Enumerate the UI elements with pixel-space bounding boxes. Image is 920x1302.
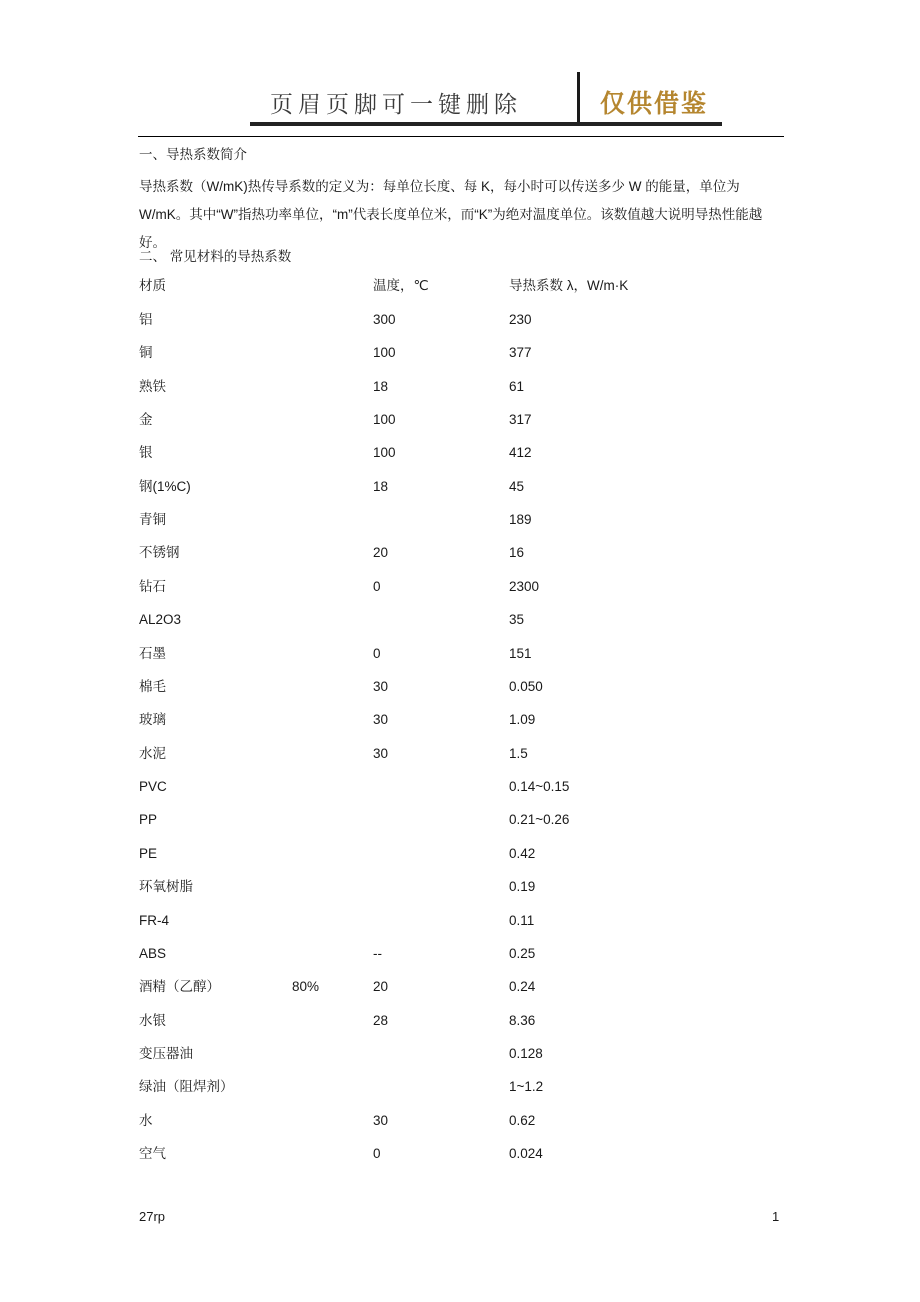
material-cell: PVC <box>139 779 167 794</box>
conductivity-cell: 1~1.2 <box>509 1079 544 1094</box>
conductivity-cell: 16 <box>509 545 525 560</box>
temperature-cell: 30 <box>373 1113 389 1128</box>
table-row <box>0 1111 920 1131</box>
temperature-cell: 100 <box>373 445 396 460</box>
material-cell: 钻石 <box>139 579 166 594</box>
material-cell: 绿油（阻焊剂） <box>139 1079 234 1094</box>
table-row <box>0 844 920 864</box>
temperature-cell: 20 <box>373 979 389 994</box>
header-underline <box>250 122 722 126</box>
conductivity-cell: 377 <box>509 345 532 360</box>
table-row <box>0 410 920 430</box>
table-row <box>0 977 920 997</box>
conductivity-cell: 0.14~0.15 <box>509 779 570 794</box>
temperature-cell: 30 <box>373 679 389 694</box>
conductivity-cell: 0.21~0.26 <box>509 812 570 827</box>
temperature-cell: 0 <box>373 646 381 661</box>
material-cell: 钢(1%C) <box>139 479 191 494</box>
table-row <box>0 644 920 664</box>
table-row <box>0 810 920 830</box>
conductivity-cell: 0.024 <box>509 1146 543 1161</box>
section1-paragraph: 导热系数（W/mK)热传导系数的定义为：每单位长度、每 K，每小时可以传送多少 W 的能量，单位为 W/mK。其中“W”指热功率单位，“m”代表长度单位米，而“K”为绝对温度单位。该数值越大说明导热性能越好。 <box>139 179 763 250</box>
table-row <box>0 744 920 764</box>
conductivity-cell: 1.5 <box>509 746 528 761</box>
material-cell: 青铜 <box>139 512 166 527</box>
conductivity-cell: 0.25 <box>509 946 536 961</box>
material-cell: 水 <box>139 1113 153 1128</box>
temperature-cell: 20 <box>373 545 389 560</box>
temperature-cell: 30 <box>373 712 389 727</box>
table-row <box>0 343 920 363</box>
table-row <box>0 710 920 730</box>
temperature-cell: 28 <box>373 1013 389 1028</box>
table-row <box>0 1077 920 1097</box>
material-cell: 熟铁 <box>139 379 166 394</box>
column-header-conductivity: 导热系数 λ，W/m·K <box>509 278 629 293</box>
table-row <box>0 477 920 497</box>
material-cell: 金 <box>139 412 153 427</box>
conductivity-cell: 2300 <box>509 579 540 594</box>
material-cell: 银 <box>139 445 153 460</box>
conductivity-cell: 1.09 <box>509 712 536 727</box>
conductivity-cell: 0.24 <box>509 979 536 994</box>
conductivity-cell: 8.36 <box>509 1013 536 1028</box>
conductivity-cell: 151 <box>509 646 532 661</box>
extra-cell: 80% <box>292 979 320 994</box>
header-divider <box>577 72 580 124</box>
table-row <box>0 610 920 630</box>
conductivity-cell: 0.62 <box>509 1113 536 1128</box>
temperature-cell: 30 <box>373 746 389 761</box>
temperature-cell: -- <box>373 946 382 961</box>
table-row <box>0 677 920 697</box>
table-row <box>0 911 920 931</box>
table-row <box>0 877 920 897</box>
table-row <box>0 944 920 964</box>
header-rule <box>138 136 784 137</box>
temperature-cell: 18 <box>373 379 389 394</box>
conductivity-cell: 412 <box>509 445 532 460</box>
material-cell: 酒精（乙醇） <box>139 979 220 994</box>
table-row <box>0 443 920 463</box>
table-row <box>0 1044 920 1064</box>
table-row <box>0 1144 920 1164</box>
conductivity-cell: 0.11 <box>509 913 535 928</box>
table-row <box>0 1011 920 1031</box>
conductivity-cell: 189 <box>509 512 532 527</box>
header-right-text: 仅供借鉴 <box>600 89 709 118</box>
material-cell: AL2O3 <box>139 612 182 627</box>
temperature-cell: 100 <box>373 412 396 427</box>
material-cell: 水银 <box>139 1013 166 1028</box>
table-header-row <box>0 276 920 296</box>
material-cell: 空气 <box>139 1146 166 1161</box>
temperature-cell: 18 <box>373 479 389 494</box>
table-row <box>0 577 920 597</box>
section1-heading: 一、导热系数简介 <box>139 147 247 162</box>
page-number: 1 <box>772 1209 780 1224</box>
header-banner <box>250 72 730 132</box>
conductivity-cell: 61 <box>509 379 525 394</box>
table-row <box>0 377 920 397</box>
header-left-text: 页眉页脚可一键删除 <box>270 92 522 118</box>
column-header-material: 材质 <box>139 278 166 293</box>
material-cell: ABS <box>139 946 167 961</box>
material-cell: 铜 <box>139 345 153 360</box>
temperature-cell: 0 <box>373 1146 381 1161</box>
material-cell: 环氧树脂 <box>139 879 193 894</box>
conductivity-cell: 0.19 <box>509 879 536 894</box>
conductivity-cell: 0.128 <box>509 1046 543 1061</box>
temperature-cell: 100 <box>373 345 396 360</box>
table-row <box>0 777 920 797</box>
material-cell: PE <box>139 846 158 861</box>
material-cell: 玻璃 <box>139 712 166 727</box>
temperature-cell: 300 <box>373 312 396 327</box>
conductivity-cell: 45 <box>509 479 525 494</box>
material-cell: 不锈钢 <box>139 545 180 560</box>
material-cell: 棉毛 <box>139 679 166 694</box>
material-cell: FR-4 <box>139 913 169 928</box>
conductivity-cell: 0.42 <box>509 846 536 861</box>
conductivity-cell: 317 <box>509 412 532 427</box>
section2-heading: 二、 常见材料的导热系数 <box>139 249 292 264</box>
material-cell: 水泥 <box>139 746 166 761</box>
material-cell: 石墨 <box>139 646 166 661</box>
temperature-cell: 0 <box>373 579 381 594</box>
column-header-temperature: 温度，℃ <box>373 278 429 293</box>
material-cell: 变压器油 <box>139 1046 193 1061</box>
table-row <box>0 310 920 330</box>
conductivity-cell: 0.050 <box>509 679 543 694</box>
material-cell: PP <box>139 812 158 827</box>
conductivity-cell: 35 <box>509 612 525 627</box>
table-row <box>0 543 920 563</box>
footer-left-text: 27rp <box>139 1209 166 1224</box>
table-row <box>0 510 920 530</box>
conductivity-cell: 230 <box>509 312 532 327</box>
material-cell: 铝 <box>139 312 153 327</box>
